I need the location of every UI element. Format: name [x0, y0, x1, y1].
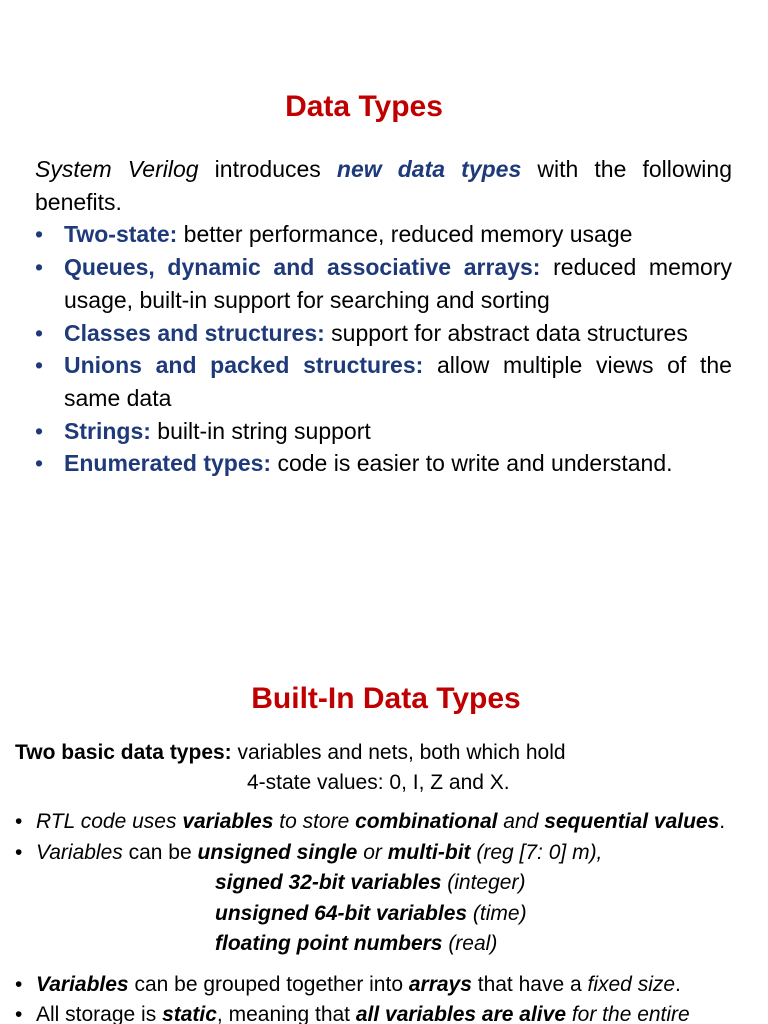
bullet-icon: •	[15, 1003, 23, 1024]
text-run: to store	[273, 810, 356, 833]
text-run: Variables	[36, 840, 123, 864]
text-run: , meaning that	[216, 1003, 356, 1024]
text-run: RTL code uses	[36, 810, 183, 833]
text-run: (integer)	[441, 871, 526, 894]
item-desc: built-in string support	[150, 417, 371, 444]
text-run: .	[719, 810, 726, 833]
item-desc: allow multiple views of the same data	[64, 352, 732, 411]
text-run: signed 32-bit variables	[215, 871, 442, 894]
text-run: fixed size	[587, 972, 676, 996]
text-run: (real)	[442, 932, 498, 955]
list-item	[35, 415, 732, 448]
benefits-list	[35, 218, 732, 480]
text-run: that have a	[471, 972, 588, 996]
item-term: Unions and packed structures:	[64, 352, 424, 379]
item-term: Two-state:	[64, 221, 178, 248]
intro-highlight: new data types	[336, 156, 522, 182]
intro-paragraph	[15, 738, 755, 798]
list-item	[35, 317, 732, 350]
slide-title: Data Types	[285, 90, 443, 123]
item-term: Classes and structures:	[64, 319, 325, 346]
text-run: unsigned single	[197, 840, 358, 864]
item-term: Queues, dynamic and associative arrays:	[64, 254, 541, 281]
text-run: unsigned 64-bit variables	[215, 901, 468, 925]
intro-system-verilog: System Verilog	[35, 156, 199, 182]
list-item	[35, 218, 732, 251]
text-run: (time)	[467, 901, 527, 925]
intro-line2: 4-state values: 0, I, Z and X.	[247, 771, 510, 794]
item-desc: better performance, reduced memory usage	[177, 221, 633, 248]
bullet-icon: •	[15, 810, 23, 833]
variables-list	[15, 807, 768, 1024]
text-run: and	[497, 810, 545, 833]
bullet-icon: •	[35, 254, 44, 281]
text-run: floating point numbers	[215, 932, 443, 955]
text-run: (reg [7: 0] m),	[470, 840, 603, 864]
bullet-icon: •	[35, 319, 44, 346]
text-run: .	[675, 972, 681, 996]
bullet-icon: •	[35, 450, 44, 477]
intro-text-end: with the following benefits.	[35, 156, 732, 215]
list-item	[35, 251, 732, 316]
bullet-icon: •	[35, 352, 44, 379]
bullet-icon: •	[15, 840, 23, 864]
slide-body	[35, 153, 732, 480]
text-run: combinational	[355, 810, 498, 833]
item-desc: support for abstract data structures	[324, 319, 688, 346]
list-item	[15, 807, 768, 838]
bullet-icon: •	[35, 221, 44, 248]
text-run: arrays	[408, 972, 472, 996]
item-desc: reduced memory usage, built-in support for searching and sorting	[64, 254, 732, 313]
intro-text: introduces	[198, 156, 337, 182]
list-item	[15, 838, 768, 869]
text-run: can be grouped together into	[128, 972, 409, 996]
text-run: all variables are alive	[355, 1003, 566, 1024]
text-run: Variables	[36, 972, 129, 996]
item-desc: code is easier to write and understand.	[271, 450, 673, 477]
item-term: Enumerated types:	[64, 450, 272, 477]
bullet-icon: •	[35, 417, 44, 444]
intro-text: variables and nets, both which hold	[231, 741, 566, 764]
text-run: All storage is	[36, 1003, 163, 1024]
text-run: can be	[122, 840, 198, 864]
bullet-icon: •	[15, 972, 23, 996]
slide-title: Built-In Data Types	[251, 682, 521, 715]
text-run: static	[162, 1003, 217, 1024]
slide-built-in-data-types	[0, 560, 768, 1024]
sub-item	[15, 868, 768, 899]
text-run: for the entire	[566, 1003, 690, 1024]
list-item	[15, 1000, 768, 1024]
text-run: sequential values	[544, 810, 720, 833]
list-item	[35, 447, 732, 480]
sub-item	[15, 929, 768, 960]
list-item	[35, 349, 732, 414]
text-run: variables	[182, 810, 274, 833]
sub-item	[15, 899, 768, 930]
list-item	[15, 970, 768, 1001]
intro-lead: Two basic data types:	[15, 741, 232, 764]
intro-paragraph	[35, 153, 732, 218]
item-term: Strings:	[64, 417, 151, 444]
text-run: multi-bit	[387, 840, 471, 864]
text-run: or	[357, 840, 388, 864]
